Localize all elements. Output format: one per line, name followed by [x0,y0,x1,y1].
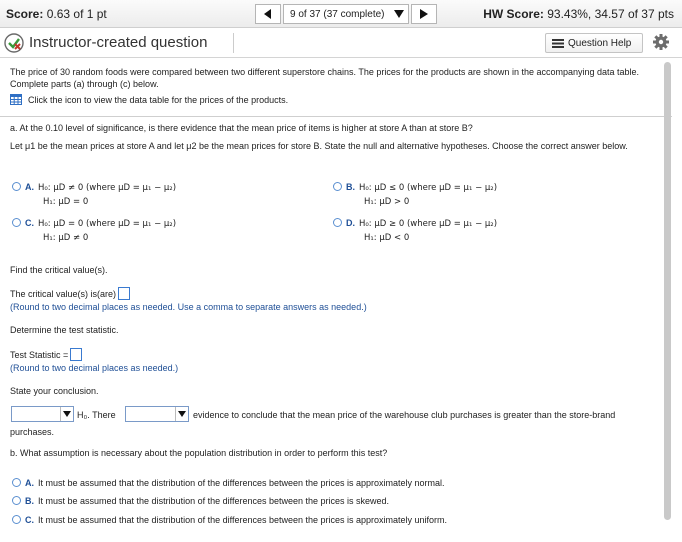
caret-down-icon [63,411,71,417]
question-help-button[interactable] [545,33,643,53]
part-b-option-b-text: It must be assumed that the distribution of the differences between the prices is skewed. [38,496,390,506]
part-b-option-b[interactable] [12,495,389,507]
previous-question-button[interactable] [255,4,281,24]
question-title: Instructor-created question [29,34,208,51]
option-b[interactable] [333,181,497,194]
hw-score-value: 93.43%, 34.57 of 37 pts [547,7,674,21]
score-label: Score: [6,7,44,21]
part-b-option-b-radio[interactable] [12,496,21,505]
option-a-letter: A. [25,182,34,192]
critical-label: The critical value(s) is(are) [10,289,117,299]
dropdown-caret-box [60,407,73,421]
option-a[interactable] [12,181,176,194]
option-b-radio[interactable] [333,182,342,191]
top-bar [0,0,682,28]
title-divider [233,33,234,53]
option-d[interactable] [333,217,497,230]
part-a-instructions: Let μ1 be the mean prices at store A and let μ2 be the mean prices for store B. State the null and alternative hypotheses. Choose the correct answer below. [10,141,628,151]
option-c-h0: H₀: μD = 0 (where μD = μ₁ − μ₂) [38,219,177,229]
caret-down-icon [394,10,404,18]
part-a-question: a. At the 0.10 level of significance, is there evidence that the mean price of items is higher at store A than at store B? [10,123,473,133]
scrollbar-thumb[interactable] [664,62,671,520]
next-question-button[interactable] [411,4,437,24]
conclusion-end: purchases. [10,427,55,437]
part-b-option-c-radio[interactable] [12,515,21,524]
option-d-h0: H₀: μD ≥ 0 (where μD = μ₁ − μ₂) [359,219,498,229]
part-b-option-a-letter: A. [25,478,34,488]
option-a-h0: H₀: μD ≠ 0 (where μD = μ₁ − μ₂) [38,183,177,193]
option-d-radio[interactable] [333,218,342,227]
test-note: (Round to two decimal places as needed.) [10,363,179,373]
critical-row [10,287,130,300]
data-table-link[interactable] [10,94,288,106]
list-icon [552,39,564,48]
part-b-option-a[interactable] [12,477,445,489]
test-row [10,348,82,361]
critical-value-input[interactable] [118,287,130,300]
dropdown-caret-box [175,407,188,421]
table-icon [10,94,22,105]
option-b-h1: H₁: μD > 0 [364,197,410,207]
part-b-option-c-letter: C. [25,515,34,525]
option-c[interactable] [12,217,176,230]
data-table-link-text: Click the icon to view the data table for the prices of the products. [28,95,289,105]
conclusion-prompt: State your conclusion. [10,386,99,396]
question-header [0,29,682,58]
part-b-question: b. What assumption is necessary about the population distribution in order to perform this test? [10,448,388,458]
part-b-option-a-radio[interactable] [12,478,21,487]
option-d-h1: H₁: μD < 0 [364,233,410,243]
conclusion-h0: H₀. There [77,410,116,420]
question-help-label: Question Help [568,38,632,49]
part-b-option-b-letter: B. [25,496,34,506]
question-select[interactable] [283,4,409,24]
reject-dropdown[interactable] [11,406,74,422]
option-d-letter: D. [346,218,355,228]
conclusion-rest: evidence to conclude that the mean price of the warehouse club purchases is greater than the store-brand [193,410,616,420]
hw-score [483,7,674,21]
option-a-h1: H₁: μD = 0 [43,197,89,207]
gear-icon[interactable] [653,34,669,50]
critical-prompt: Find the critical value(s). [10,265,108,275]
test-statistic-input[interactable] [70,348,82,361]
option-c-letter: C. [25,218,34,228]
option-b-letter: B. [346,182,355,192]
section-divider [0,116,672,117]
test-prompt: Determine the test statistic. [10,325,119,335]
part-b-option-c-text: It must be assumed that the distribution of the differences between the prices is approximately uniform. [38,515,448,525]
test-label: Test Statistic = [10,350,69,360]
question-content [10,66,660,105]
option-c-radio[interactable] [12,218,21,227]
caret-down-icon [178,411,186,417]
critical-note: (Round to two decimal places as needed. Use a comma to separate answers as needed.) [10,302,367,312]
part-b-option-a-text: It must be assumed that the distribution of the differences between the prices is approximately normal. [38,478,445,488]
part-b-option-c[interactable] [12,514,447,526]
option-c-h1: H₁: μD ≠ 0 [43,233,89,243]
score-value: 0.63 of 1 pt [46,7,107,21]
triangle-left-icon [264,9,272,19]
score [6,7,107,21]
question-progress: 9 of 37 (37 complete) [290,9,385,20]
hw-score-label: HW Score: [483,7,544,21]
option-b-h0: H₀: μD ≤ 0 (where μD = μ₁ − μ₂) [359,183,498,193]
triangle-right-icon [420,9,428,19]
option-a-radio[interactable] [12,182,21,191]
evidence-dropdown[interactable] [125,406,189,422]
intro-text: The price of 30 random foods were compared between two different superstore chains. The prices for the products are shown in the accompanying data table. Complete parts (a) through (c) below. [10,67,640,89]
partial-credit-icon [4,33,24,53]
